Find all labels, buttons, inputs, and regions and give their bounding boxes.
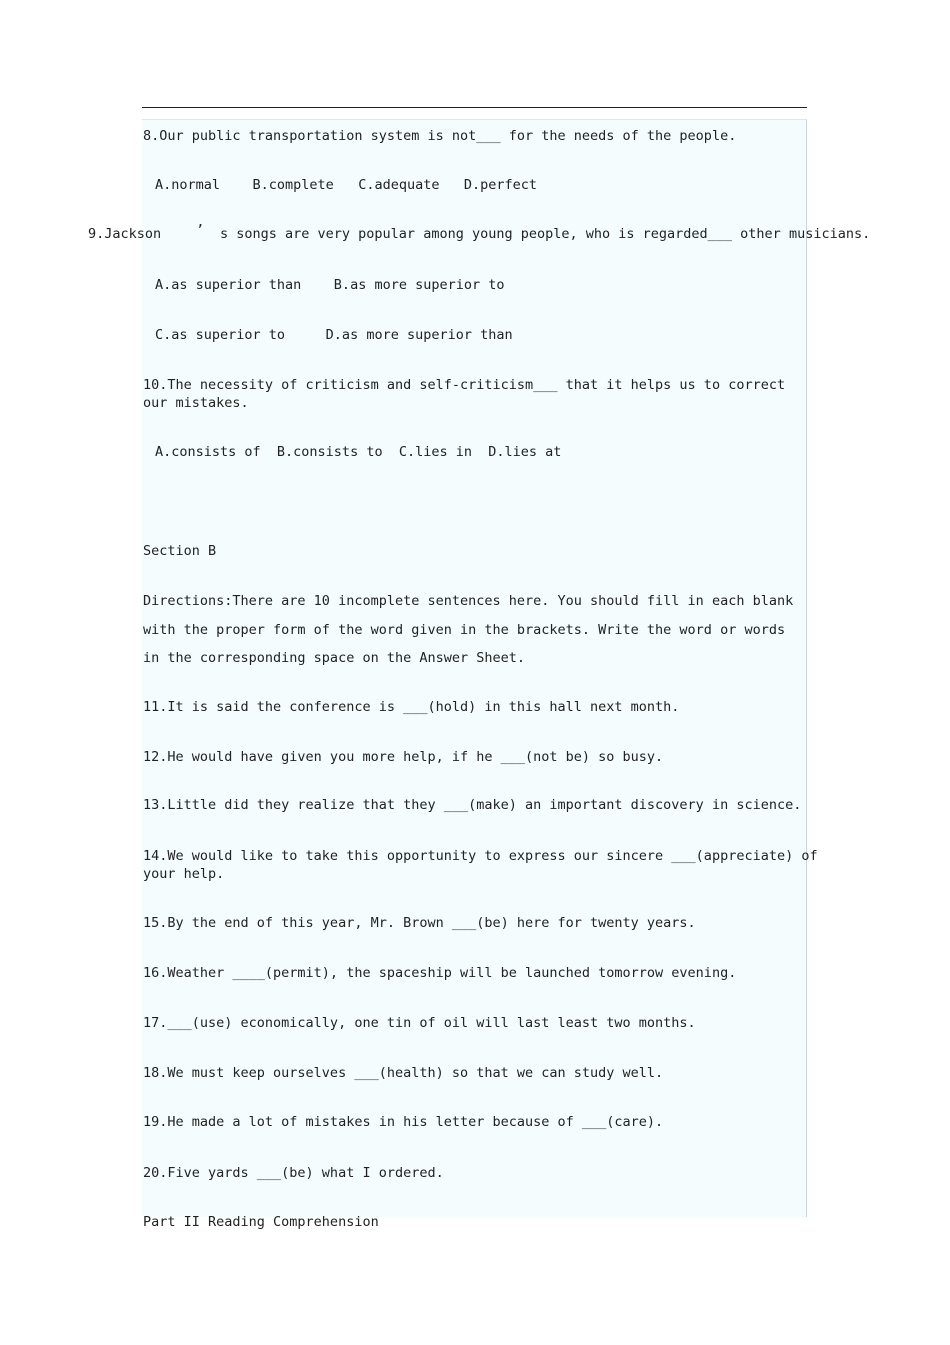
question-9-apostrophe: ’: [196, 222, 205, 238]
question-9-options-1: A.as superior than B.as more superior to: [155, 277, 505, 293]
section-b-directions-line-1: Directions:There are 10 incomplete sentences here. You should fill in each blank: [143, 593, 794, 609]
question-8-options: A.normal B.complete C.adequate D.perfect: [155, 177, 538, 193]
question-9-text-start: 9.Jackson: [88, 226, 162, 242]
fill-in-item-11: 11.It is said the conference is ___(hold) in this hall next month.: [143, 699, 680, 715]
fill-in-item-19: 19.He made a lot of mistakes in his letter because of ___(care).: [143, 1114, 664, 1130]
top-rule: [142, 107, 807, 108]
question-9-options-2: C.as superior to D.as more superior than: [155, 327, 513, 343]
section-b-directions-line-3: in the corresponding space on the Answer Sheet.: [143, 650, 526, 666]
fill-in-item-17: 17.___(use) economically, one tin of oil will last least two months.: [143, 1015, 696, 1031]
fill-in-item-12: 12.He would have given you more help, if he ___(not be) so busy.: [143, 749, 664, 765]
part-two-heading: Part II Reading Comprehension: [143, 1214, 379, 1230]
fill-in-item-13: 13.Little did they realize that they ___(make) an important discovery in science.: [143, 797, 802, 813]
fill-in-item-18: 18.We must keep ourselves ___(health) so that we can study well.: [143, 1065, 664, 1081]
section-b-directions-line-2: with the proper form of the word given in the brackets. Write the word or words: [143, 622, 786, 638]
fill-in-item-15: 15.By the end of this year, Mr. Brown ___(be) here for twenty years.: [143, 915, 696, 931]
question-8-text: 8.Our public transportation system is not___ for the needs of the people.: [143, 128, 737, 144]
question-10-text: 10.The necessity of criticism and self-criticism___ that it helps us to correct our mistakes.: [143, 377, 786, 411]
question-10-options: A.consists of B.consists to C.lies in D.lies at: [155, 444, 562, 460]
question-9-text-rest: s songs are very popular among young people, who is regarded___ other musicians.: [220, 226, 871, 242]
section-b-heading: Section B: [143, 543, 217, 559]
fill-in-item-16: 16.Weather ____(permit), the spaceship will be launched tomorrow evening.: [143, 965, 737, 981]
fill-in-item-20: 20.Five yards ___(be) what I ordered.: [143, 1165, 444, 1181]
fill-in-item-14: 14.We would like to take this opportunity to express our sincere ___(appreciate) of your help.: [143, 848, 818, 882]
